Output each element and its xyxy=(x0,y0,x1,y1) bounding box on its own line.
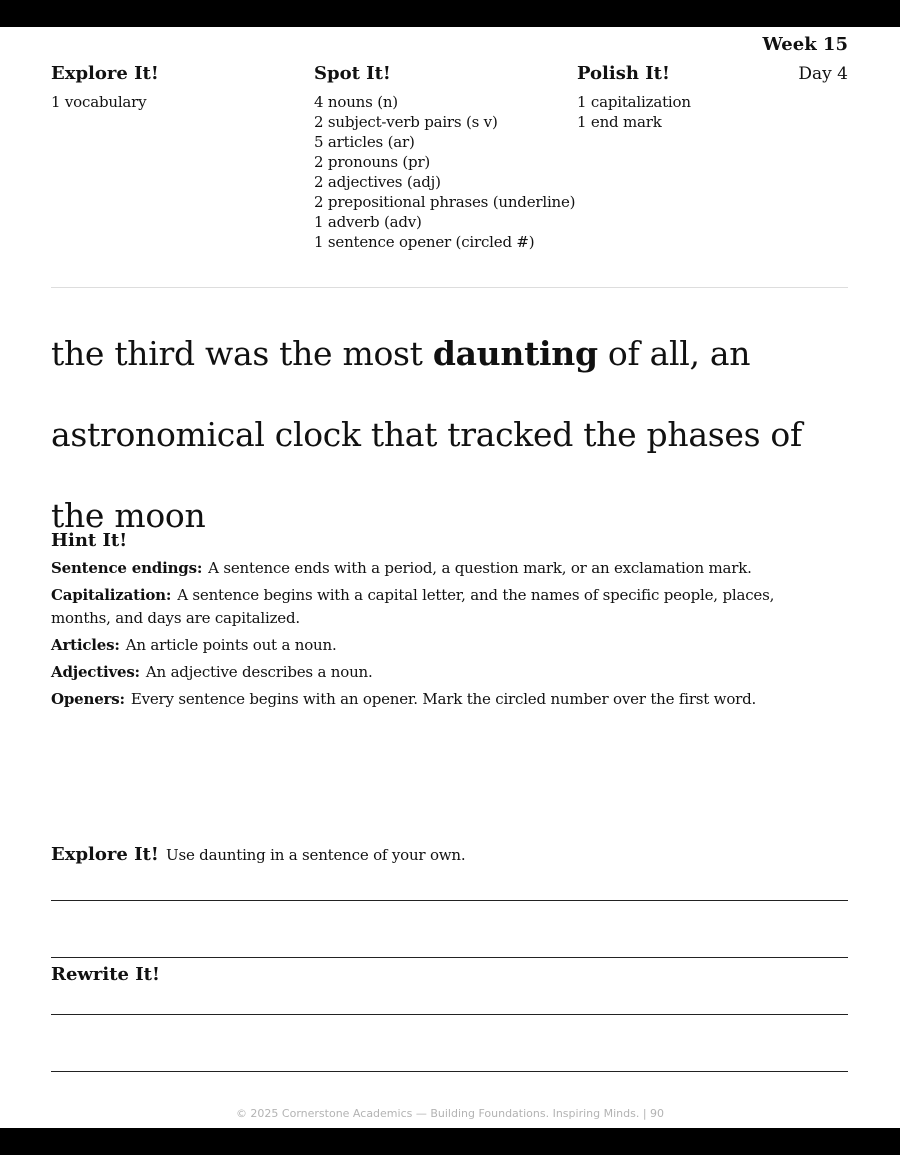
vocabulary-word: daunting xyxy=(432,334,598,373)
hint-item xyxy=(51,688,831,711)
hint-title: Hint It! xyxy=(51,530,128,551)
list-item: 2 subject-verb pairs (s v) xyxy=(314,113,498,131)
list-item: 1 vocabulary xyxy=(51,93,147,111)
hint-item xyxy=(51,584,831,629)
hint-item xyxy=(51,634,831,657)
sentence-end: of all, an astronomical clock that tracked the phases of the moon xyxy=(51,334,802,535)
list-item: 1 adverb (adv) xyxy=(314,213,422,231)
hint-item xyxy=(51,661,831,684)
explore-section-title: Explore It! xyxy=(51,844,159,865)
bottom-bar xyxy=(0,1128,900,1155)
writing-line xyxy=(51,900,848,901)
spot-column xyxy=(314,63,575,252)
top-bar xyxy=(0,0,900,27)
list-item: 2 adjectives (adj) xyxy=(314,173,441,191)
practice-sentence xyxy=(51,313,851,556)
page-footer: © 2025 Cornerstone Academics — Building Foundations. Inspiring Minds. | 90 xyxy=(235,1107,665,1120)
list-item: 2 prepositional phrases (underline) xyxy=(314,193,576,211)
writing-line xyxy=(51,1014,848,1015)
spot-list xyxy=(314,92,575,252)
list-item: 1 capitalization xyxy=(577,93,691,111)
hint-list xyxy=(51,557,831,715)
list-item: 4 nouns (n) xyxy=(314,93,398,111)
hint-item xyxy=(51,557,831,580)
polish-list xyxy=(577,92,691,132)
hint-text: An article points out a noun. xyxy=(125,635,337,654)
section-divider xyxy=(51,287,848,288)
writing-line xyxy=(51,1071,848,1072)
polish-column-title: Polish It! xyxy=(577,63,670,84)
day-label: Day 4 xyxy=(798,64,848,84)
list-item: 1 sentence opener (circled #) xyxy=(314,233,535,251)
hint-term: Capitalization: xyxy=(51,586,172,604)
week-label: Week 15 xyxy=(762,34,848,55)
list-item: 5 articles (ar) xyxy=(314,133,415,151)
hint-term: Openers: xyxy=(51,689,125,708)
explore-column xyxy=(51,63,159,112)
hint-text: A sentence begins with a capital letter, and the names of specific people, places, months, and days are capitalized. xyxy=(51,586,775,627)
hint-term: Articles: xyxy=(51,635,120,654)
hint-term: Adjectives: xyxy=(51,662,140,681)
explore-prompt: Use daunting in a sentence of your own. xyxy=(166,846,466,864)
explore-column-title: Explore It! xyxy=(51,63,159,84)
rewrite-section-title: Rewrite It! xyxy=(51,964,160,985)
spot-column-title: Spot It! xyxy=(314,63,391,84)
list-item: 1 end mark xyxy=(577,113,662,131)
polish-column xyxy=(577,63,691,132)
sentence-start: the third was the most xyxy=(51,334,433,373)
explore-list xyxy=(51,92,159,112)
writing-line xyxy=(51,957,848,958)
hint-text: Every sentence begins with an opener. Mark the circled number over the first word. xyxy=(130,689,757,708)
hint-term: Sentence endings: xyxy=(51,559,203,577)
list-item: 2 pronouns (pr) xyxy=(314,153,431,171)
hint-text: A sentence ends with a period, a question mark, or an exclamation mark. xyxy=(208,559,752,577)
hint-text: An adjective describes a noun. xyxy=(145,662,373,681)
